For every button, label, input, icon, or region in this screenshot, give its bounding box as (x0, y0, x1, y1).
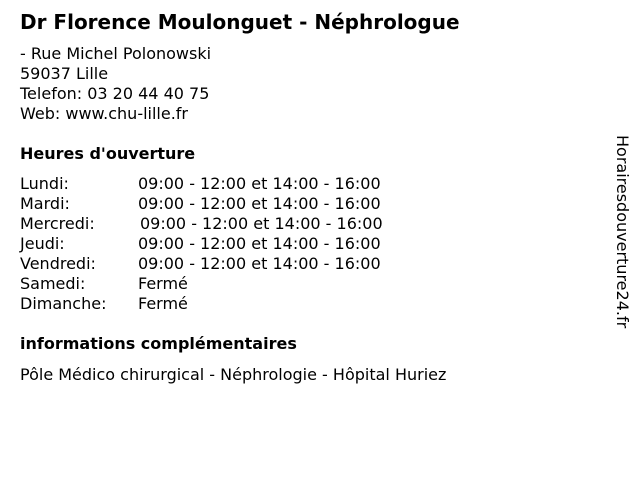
day-label: Samedi: (20, 274, 86, 293)
street-address: - Rue Michel Polonowski (20, 44, 212, 63)
time-value: Fermé (138, 294, 188, 313)
city: 59037 Lille (20, 64, 109, 83)
hours-row-friday (20, 254, 383, 274)
day-label: Dimanche: (20, 294, 107, 313)
time-value: 09:00 - 12:00 et 14:00 - 16:00 (138, 174, 381, 193)
time-value: 09:00 - 12:00 et 14:00 - 16:00 (138, 254, 381, 273)
website: Web: www.chu-lille.fr (20, 104, 189, 123)
opening-hours-table (20, 174, 383, 314)
time-value: 09:00 - 12:00 et 14:00 - 16:00 (140, 214, 383, 233)
day-label: Jeudi: (20, 234, 65, 253)
time-value: 09:00 - 12:00 et 14:00 - 16:00 (138, 234, 381, 253)
day-label: Lundi: (20, 174, 69, 193)
time-value: 09:00 - 12:00 et 14:00 - 16:00 (138, 194, 381, 213)
page-title: Dr Florence Moulonguet - Néphrologue (20, 10, 460, 34)
site-watermark: Horairesdouverture24.fr (613, 135, 632, 329)
hours-row-tuesday (20, 194, 383, 214)
day-label: Mardi: (20, 194, 70, 213)
hours-row-sunday (20, 294, 383, 314)
hours-row-monday (20, 174, 383, 194)
day-label: Mercredi: (20, 214, 95, 233)
phone-number: Telefon: 03 20 44 40 75 (20, 84, 210, 103)
opening-hours-heading: Heures d'ouverture (20, 144, 196, 163)
additional-info-text: Pôle Médico chirurgical - Néphrologie - Hôpital Huriez (20, 365, 447, 384)
day-label: Vendredi: (20, 254, 96, 273)
hours-row-wednesday (20, 214, 383, 234)
address-block (20, 44, 211, 124)
additional-info-heading: informations complémentaires (20, 334, 297, 353)
hours-row-saturday (20, 274, 383, 294)
time-value: Fermé (138, 274, 188, 293)
hours-row-thursday (20, 234, 383, 254)
